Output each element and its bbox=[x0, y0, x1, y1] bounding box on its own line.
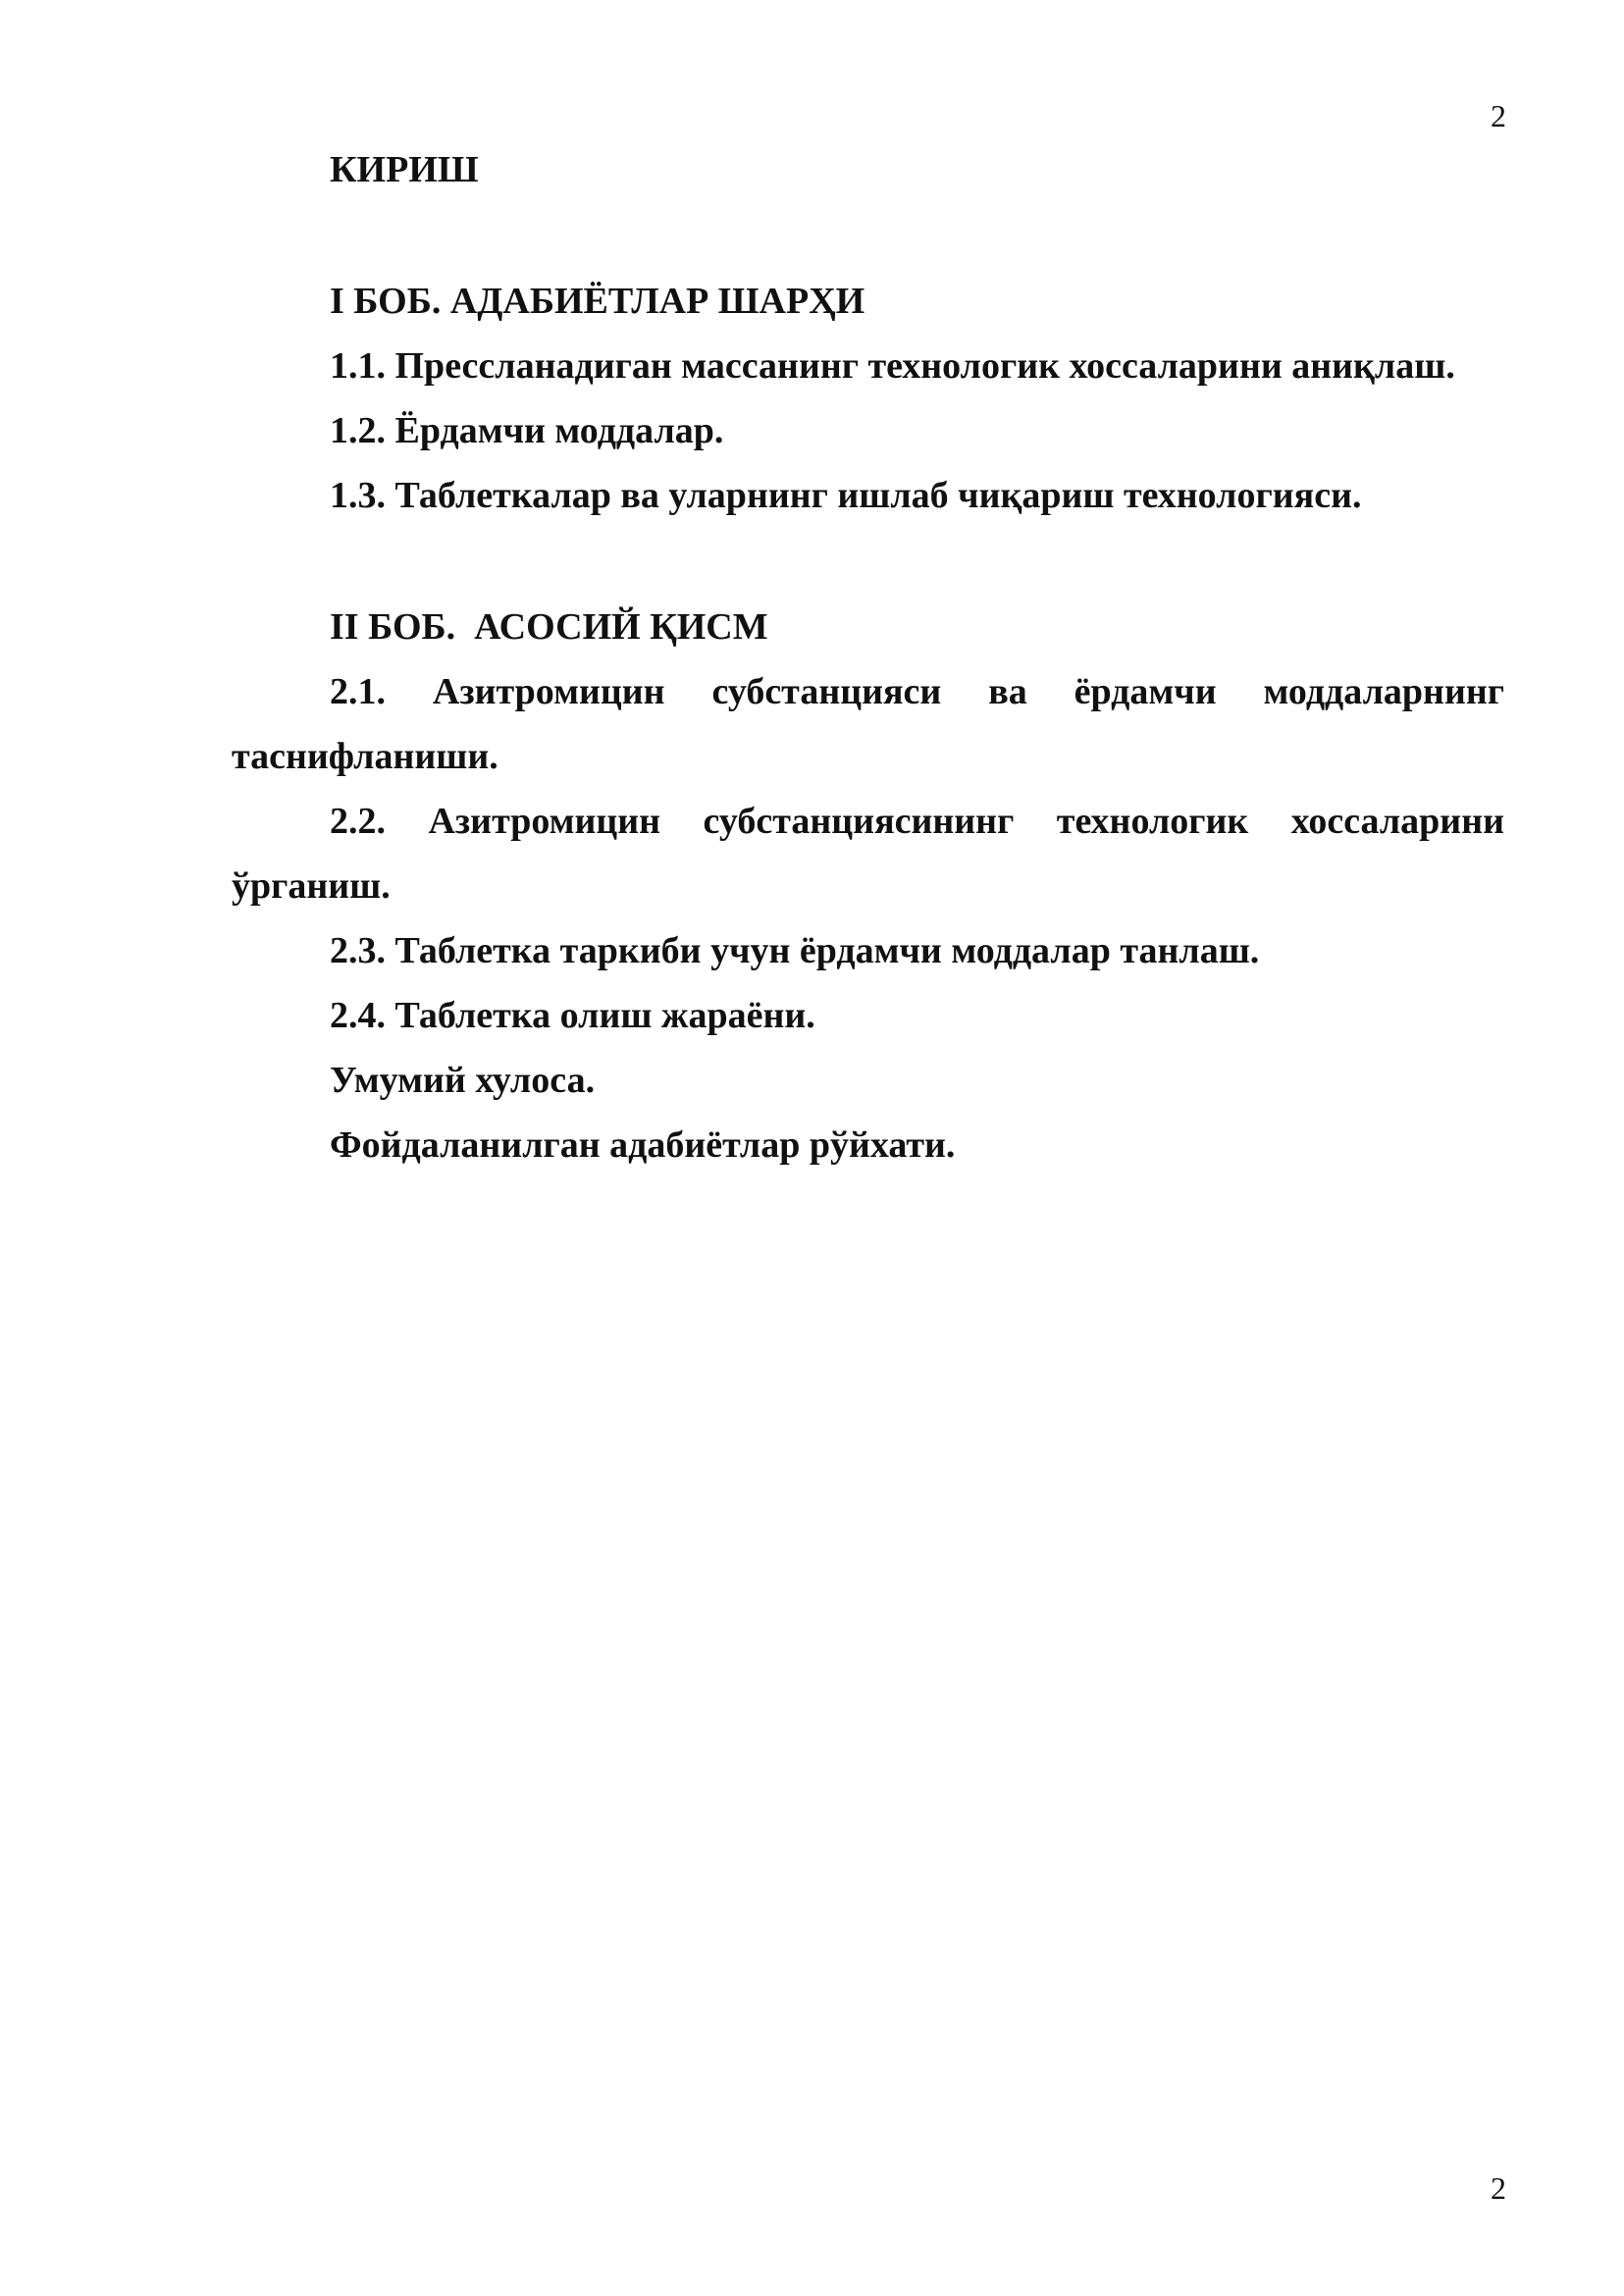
page-number-top: 2 bbox=[1491, 98, 1506, 133]
toc-references: Фойдаланилган адабиётлар рўйхати. bbox=[330, 1124, 956, 1166]
toc-conclusion: Умумий хулоса. bbox=[330, 1060, 596, 1101]
section-gap bbox=[232, 528, 1504, 595]
toc-item-2-1: 2.1. Азитромицин субстанцияси ва ёрдамчи моддаларнинг таснифланиши. bbox=[232, 671, 1504, 777]
toc-chapter-2-title: II БОБ. АСОСИЙ ҚИСМ bbox=[330, 606, 768, 648]
toc-chapter-1-title: I БОБ. АДАБИЁТЛАР ШАРҲИ bbox=[330, 281, 865, 322]
toc-item-1-2: 1.2. Ёрдамчи моддалар. bbox=[330, 410, 724, 451]
toc-item-2-2: 2.2. Азитромицин субстанциясининг технологик хоссаларини ўрганиш. bbox=[232, 801, 1504, 907]
section-gap bbox=[232, 202, 1504, 269]
table-of-contents bbox=[232, 137, 1504, 1177]
toc-item-1-1: 1.1. Прессланадиган массанинг технологик хоссаларини аниқлаш. bbox=[330, 345, 1455, 387]
toc-item-1-3: 1.3. Таблеткалар ва уларнинг ишлаб чиқариш технологияси. bbox=[330, 475, 1362, 516]
toc-item-2-3: 2.3. Таблетка таркиби учун ёрдамчи моддалар танлаш. bbox=[330, 930, 1260, 971]
toc-item-2-4: 2.4. Таблетка олиш жараёни. bbox=[330, 995, 815, 1036]
page-number-bottom: 2 bbox=[1491, 2170, 1506, 2206]
toc-intro: КИРИШ bbox=[330, 149, 479, 190]
